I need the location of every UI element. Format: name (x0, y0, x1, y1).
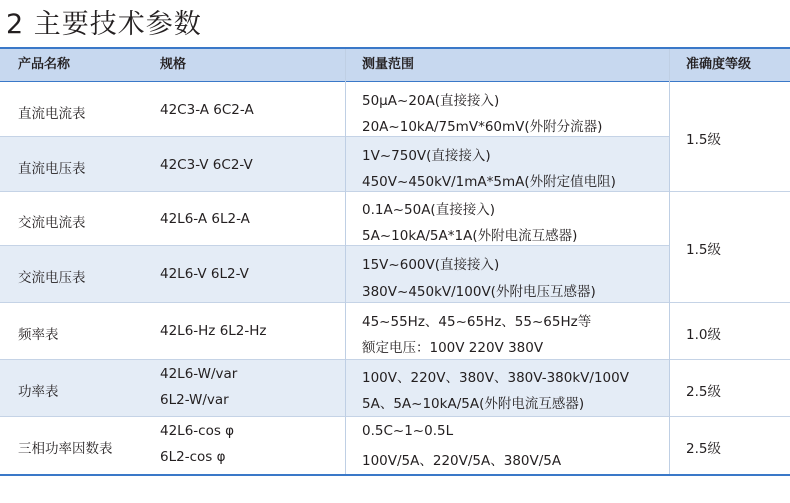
row-divider (0, 136, 670, 137)
spec-value: 42C3-V 6C2-V (160, 157, 253, 173)
spec-value: 42L6-Hz 6L2-Hz (160, 323, 267, 339)
table-header (0, 49, 790, 81)
header-spec: 规格 (160, 57, 187, 72)
range-value: 20A~10kA/75mV*60mV(外附分流器) (362, 119, 603, 135)
product-name: 直流电压表 (18, 161, 86, 177)
section-title: 2 主要技术参数 (6, 9, 202, 40)
spec-value: 42L6-W/var (160, 366, 238, 382)
header-range: 测量范围 (362, 57, 415, 72)
spec-value: 6L2-W/var (160, 392, 229, 408)
range-value: 380V~450kV/100V(外附电压互感器) (362, 284, 596, 300)
product-name: 功率表 (18, 384, 59, 400)
range-value: 5A~10kA/5A*1A(外附电流互感器) (362, 228, 578, 244)
header-accuracy: 准确度等级 (686, 57, 752, 72)
header-product-name: 产品名称 (18, 57, 71, 72)
column-divider (345, 49, 346, 474)
row-divider (0, 191, 790, 192)
range-value: 100V/5A、220V/5A、380V/5A (362, 453, 562, 469)
product-name: 交流电压表 (18, 270, 86, 286)
row-divider (0, 302, 790, 303)
bottom-rule (0, 474, 790, 476)
product-name: 交流电流表 (18, 215, 86, 231)
accuracy-grade: 1.5级 (686, 132, 721, 148)
range-value: 15V~600V(直接接入) (362, 257, 500, 273)
range-value: 1V~750V(直接接入) (362, 148, 491, 164)
range-value: 额定电压：100V 220V 380V (362, 340, 544, 356)
range-value: 5A、5A~10kA/5A(外附电流互感器) (362, 396, 585, 412)
product-name: 频率表 (18, 327, 59, 343)
column-divider (669, 49, 670, 474)
spec-value: 42L6-cos φ (160, 423, 235, 439)
spec-value: 42C3-A 6C2-A (160, 102, 254, 118)
accuracy-grade: 2.5级 (686, 384, 721, 400)
row-divider (0, 416, 790, 417)
range-value: 450V~450kV/1mA*5mA(外附定值电阻) (362, 174, 616, 190)
range-value: 100V、220V、380V、380V-380kV/100V (362, 370, 629, 386)
spec-value: 6L2-cos φ (160, 449, 226, 465)
range-value: 0.1A~50A(直接接入) (362, 202, 495, 218)
spec-value: 42L6-A 6L2-A (160, 211, 250, 227)
range-value: 45~55Hz、45~65Hz、55~65Hz等 (362, 314, 592, 330)
spec-value: 42L6-V 6L2-V (160, 266, 249, 282)
accuracy-grade: 2.5级 (686, 441, 721, 457)
range-value: 0.5C~1~0.5L (362, 423, 454, 439)
product-name: 直流电流表 (18, 106, 86, 122)
range-value: 50μA~20A(直接接入) (362, 93, 500, 109)
accuracy-grade: 1.5级 (686, 242, 721, 258)
product-name: 三相功率因数表 (18, 441, 113, 457)
accuracy-grade: 1.0级 (686, 327, 721, 343)
row-divider (0, 245, 670, 246)
row-divider (0, 359, 790, 360)
